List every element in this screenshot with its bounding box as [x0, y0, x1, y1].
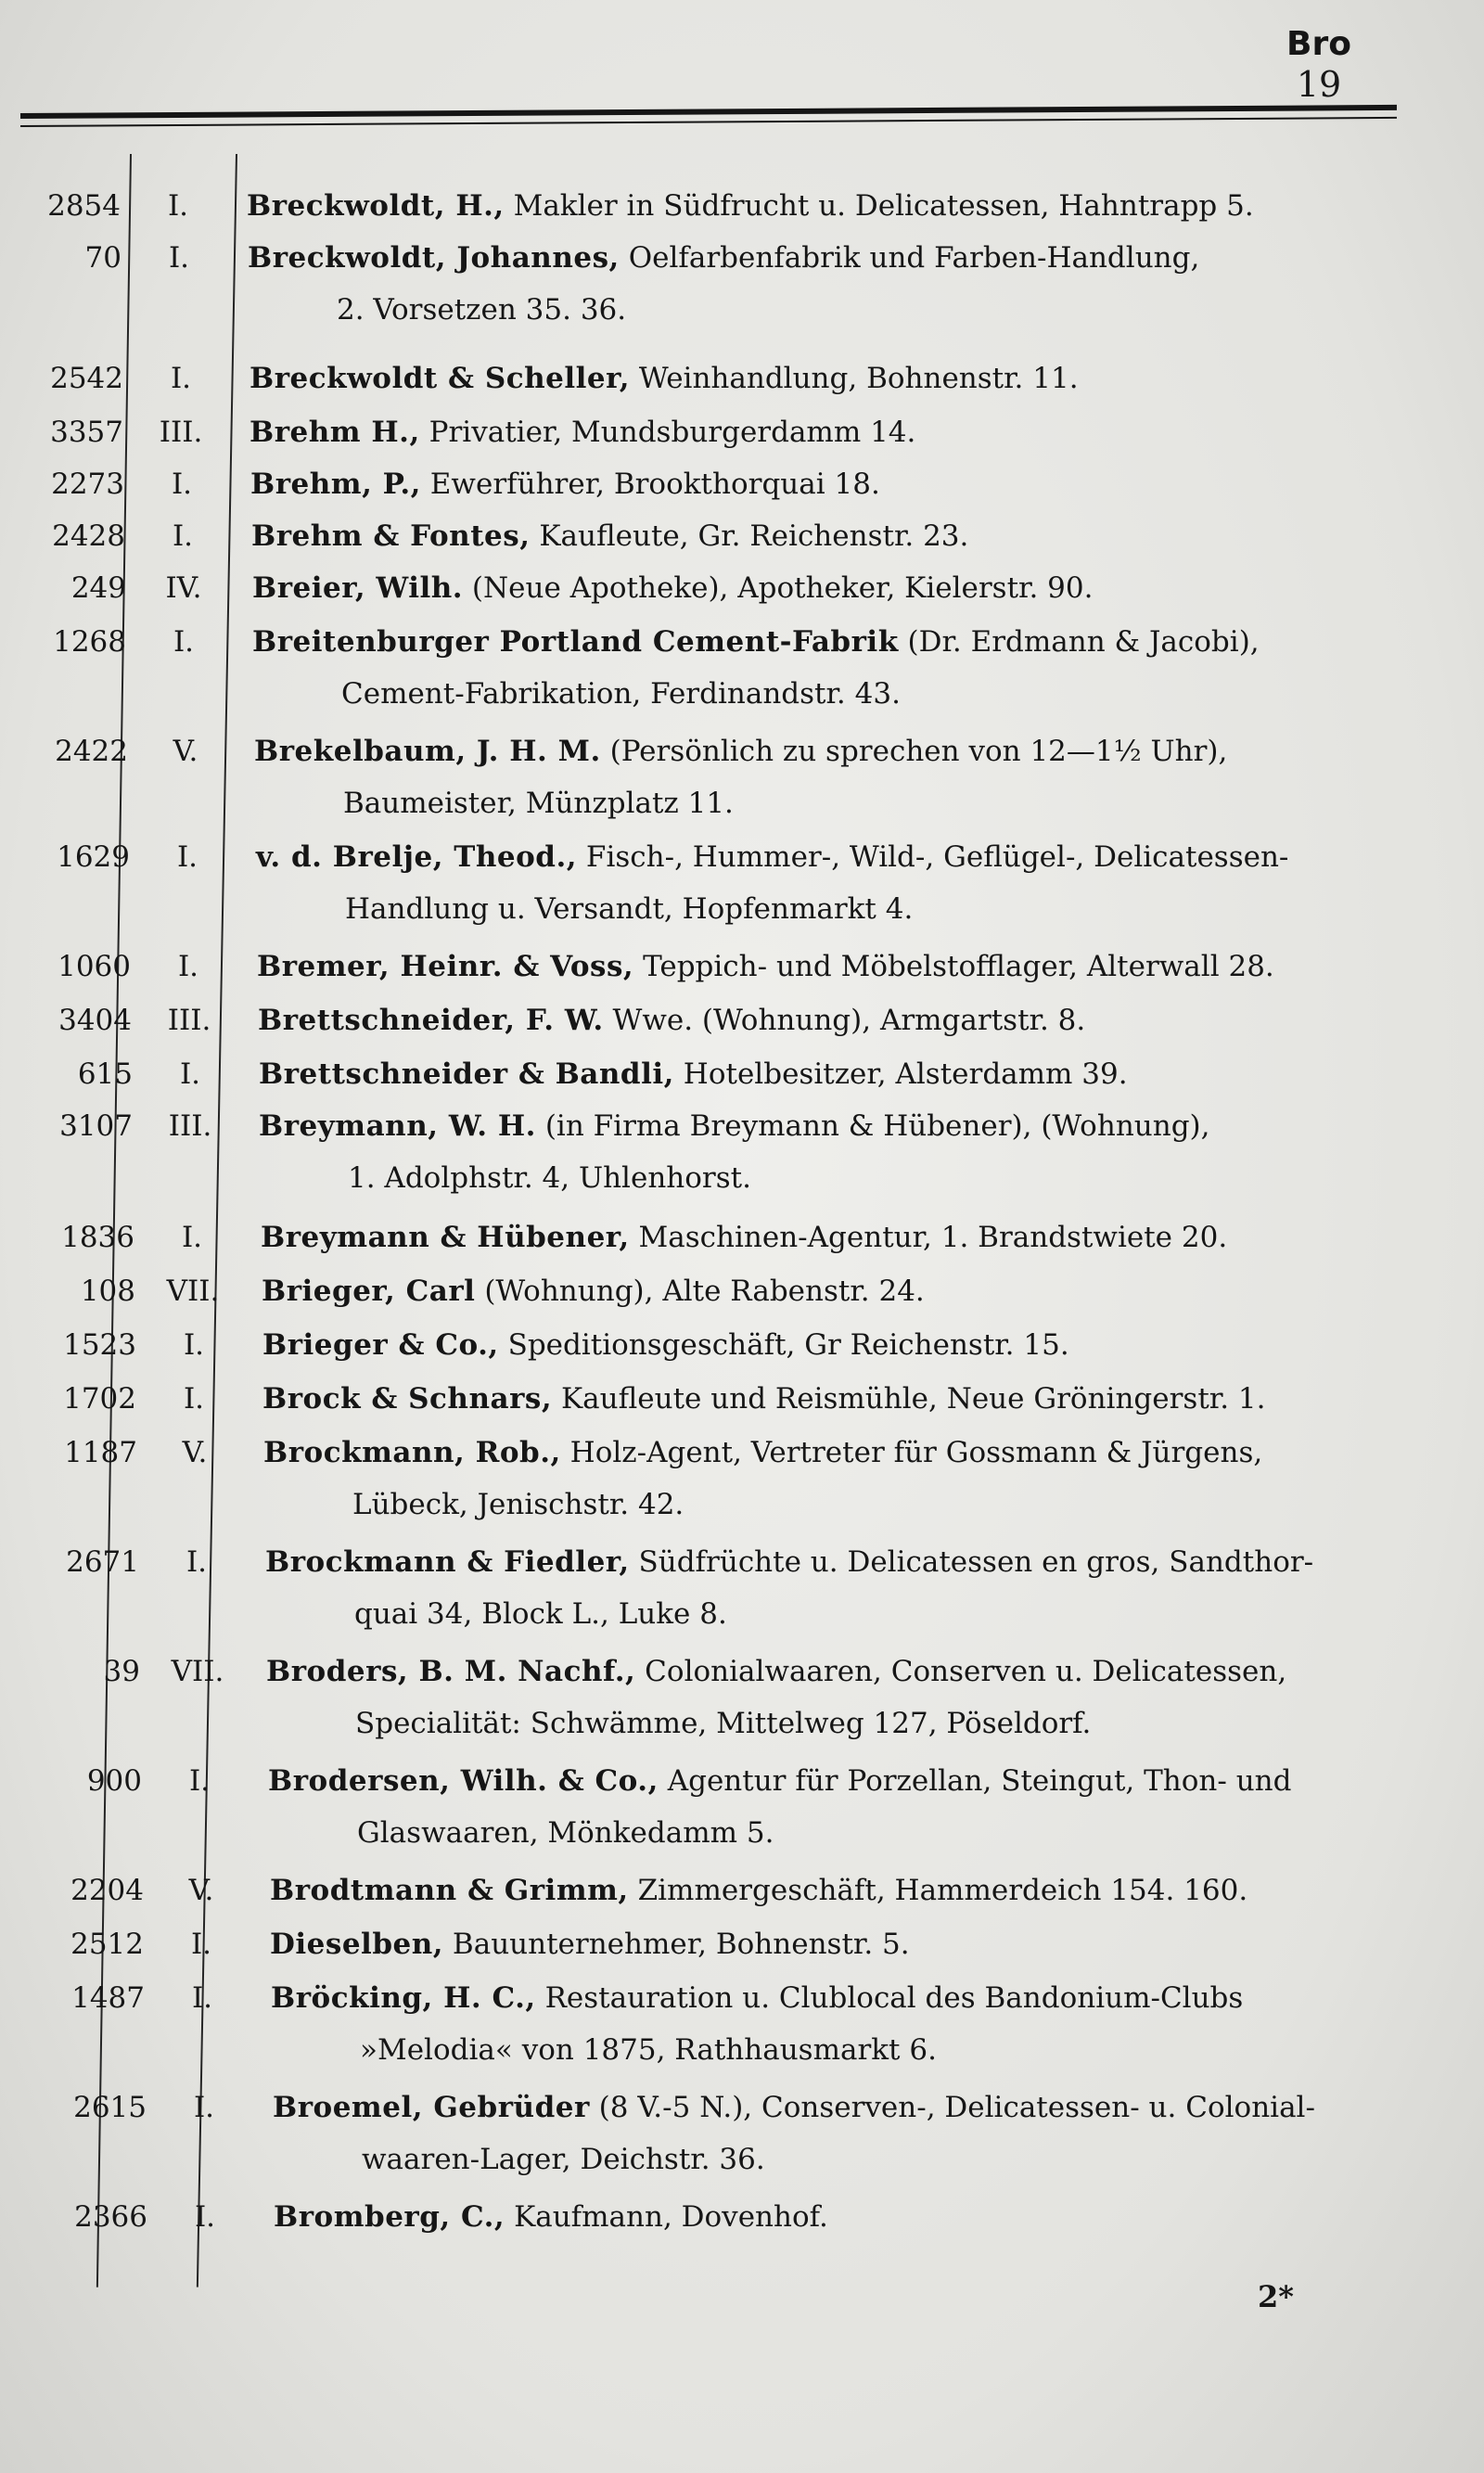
entry-class: I. [183, 1382, 205, 1416]
entry-text [252, 623, 1260, 660]
entry-name: Breymann, W. H. [259, 1109, 536, 1143]
entry-continuation: »Melodia« von 1875, Rathhausmarkt 6. [360, 2033, 937, 2067]
entry-text [256, 839, 1288, 876]
entry-class: I. [172, 519, 194, 553]
entry-description: Restauration u. Clublocal des Bandonium-Clubs [535, 1981, 1244, 2015]
entry-text [258, 1002, 1085, 1039]
entry-class: V. [188, 1874, 214, 1907]
entry-class: VII. [166, 1275, 220, 1308]
entry-description: (Persönlich zu sprechen von 12—1½ Uhr), [600, 735, 1228, 768]
entry-continuation: Handlung u. Versandt, Hopfenmarkt 4. [345, 892, 914, 926]
signature-mark: 2* [1258, 2279, 1294, 2314]
entry-text [257, 948, 1274, 985]
entry-text [250, 466, 880, 503]
entry-description: Hotelbesitzer, Alsterdamm 39. [673, 1057, 1128, 1091]
entry-text [248, 239, 1199, 276]
entry-name: Brodtmann & Grimm, [270, 1874, 629, 1907]
entry-number: 2512 [70, 1928, 144, 1961]
entry-text [262, 1273, 925, 1310]
entry-text [268, 1762, 1291, 1800]
entry-number: 2273 [51, 468, 124, 501]
entry-class: I. [173, 625, 195, 659]
entry-number: 39 [103, 1655, 140, 1688]
entry-number: 2422 [55, 735, 128, 768]
entry-name: Breier, Wilh. [252, 571, 464, 605]
entry-description: Kaufmann, Dovenhof. [505, 2200, 828, 2234]
entry-class: I. [181, 1221, 203, 1254]
entry-class: V. [182, 1436, 208, 1469]
entry-class: IV. [165, 571, 202, 605]
entry-number: 1268 [53, 625, 126, 659]
entry-number: 1523 [63, 1328, 136, 1362]
entry-class: III. [168, 1109, 212, 1143]
entry-name: Breckwoldt, H., [247, 189, 505, 223]
entry-number: 1629 [57, 840, 130, 874]
entry-name: Brieger & Co., [262, 1328, 499, 1362]
entry-description: (in Firma Breymann & Hübener), (Wohnung), [535, 1109, 1210, 1143]
entry-number: 1487 [71, 1981, 145, 2015]
entry-description: Colonialwaaren, Conserven u. Delicatessen, [635, 1655, 1287, 1688]
entry-text [259, 1056, 1128, 1093]
entry-number: 3357 [50, 416, 123, 449]
entry-name: Bremer, Heinr. & Voss, [257, 950, 634, 983]
entry-class: I. [194, 2200, 216, 2234]
header-rule-thick [20, 105, 1397, 119]
entry-class: I. [177, 950, 199, 983]
entry-class: I. [179, 1057, 201, 1091]
entry-number: 3107 [59, 1109, 133, 1143]
entry-class: I. [170, 362, 192, 395]
page-number: 19 [1296, 64, 1342, 105]
entry-name: Brockmann & Fiedler, [265, 1545, 630, 1579]
entry-text [266, 1653, 1286, 1690]
entry-number: 1060 [58, 950, 131, 983]
entry-text [249, 360, 1079, 397]
entry-text [261, 1219, 1227, 1256]
entry-text [262, 1326, 1069, 1364]
entry-text [263, 1434, 1262, 1471]
entry-description: (Dr. Erdmann & Jacobi), [898, 625, 1260, 659]
entry-class: III. [167, 1004, 211, 1037]
entry-number: 2204 [70, 1874, 144, 1907]
entry-text [254, 733, 1227, 770]
entry-text [262, 1380, 1266, 1417]
entry-text [249, 414, 915, 451]
entry-text [273, 2089, 1315, 2126]
entry-continuation: Glaswaaren, Mönkedamm 5. [357, 1816, 774, 1850]
entry-name: Brettschneider & Bandli, [259, 1057, 674, 1091]
entry-number: 2615 [73, 2091, 147, 2124]
entry-text [270, 1872, 1247, 1909]
entry-text [252, 570, 1093, 607]
entry-description: Südfrüchte u. Delicatessen en gros, Sandthor- [629, 1545, 1314, 1579]
entry-number: 2428 [52, 519, 125, 553]
entry-continuation: 1. Adolphstr. 4, Uhlenhorst. [348, 1161, 751, 1195]
entry-name: Brekelbaum, J. H. M. [254, 735, 601, 768]
entry-name: Brieger, Carl [262, 1275, 476, 1308]
entry-number: 1187 [64, 1436, 137, 1469]
entry-description: (8 V.-5 N.), Conserven-, Delicatessen- u. Colonial- [589, 2091, 1315, 2124]
entry-continuation: waaren-Lager, Deichstr. 36. [362, 2143, 765, 2176]
header-key: Bro [1286, 25, 1351, 63]
entry-description: Zimmergeschäft, Hammerdeich 154. 160. [628, 1874, 1248, 1907]
entry-name: Brock & Schnars, [262, 1382, 553, 1416]
entry-name: Brodersen, Wilh. & Co., [268, 1764, 659, 1798]
entry-class: VII. [171, 1655, 224, 1688]
entry-name: Breymann & Hübener, [261, 1221, 630, 1254]
entry-description: Privatier, Mundsburgerdamm 14. [419, 416, 916, 449]
entry-number: 2542 [50, 362, 123, 395]
entry-description: Maschinen-Agentur, 1. Brandstwiete 20. [629, 1221, 1228, 1254]
entry-class: I. [188, 1764, 211, 1798]
entry-description: Speditionsgeschäft, Gr Reichenstr. 15. [498, 1328, 1069, 1362]
entry-text [259, 1108, 1210, 1145]
entry-description: Fisch-, Hummer-, Wild-, Geflügel-, Delicatessen- [577, 840, 1289, 874]
entry-number: 1836 [61, 1221, 134, 1254]
entry-number: 900 [86, 1764, 142, 1798]
entry-description: (Wohnung), Alte Rabenstr. 24. [475, 1275, 925, 1308]
entry-name: Dieselben, [270, 1928, 444, 1961]
entry-number: 249 [70, 571, 126, 605]
entry-name: Breckwoldt, Johannes, [248, 241, 620, 275]
entry-description: Teppich- und Möbelstofflager, Alterwall 28. [633, 950, 1274, 983]
entry-description: Kaufleute und Reismühle, Neue Gröningerstr. 1. [552, 1382, 1266, 1416]
entry-text [270, 1926, 910, 1963]
entry-number: 1702 [63, 1382, 136, 1416]
entry-name: Brettschneider, F. W. [258, 1004, 604, 1037]
entry-class: I. [171, 468, 193, 501]
entry-class: I. [183, 1328, 205, 1362]
entry-text [251, 518, 968, 555]
entry-description: Makler in Südfrucht u. Delicatessen, Hahntrapp 5. [504, 189, 1254, 223]
entry-description: Weinhandlung, Bohnenstr. 11. [630, 362, 1079, 395]
entry-name: Brehm, P., [250, 468, 421, 501]
entry-number: 3404 [58, 1004, 132, 1037]
entry-description: Oelfarbenfabrik und Farben-Handlung, [619, 241, 1200, 275]
header-rule-thin [20, 117, 1397, 127]
entry-class: I. [168, 241, 190, 275]
entry-class: I. [191, 1981, 213, 2015]
entry-name: Brehm H., [249, 416, 420, 449]
entry-class: V. [173, 735, 198, 768]
entry-description: Holz-Agent, Vertreter für Gossmann & Jürgens, [560, 1436, 1263, 1469]
entry-class: I. [186, 1545, 208, 1579]
entry-text [271, 1980, 1243, 2017]
entry-number: 2854 [47, 189, 121, 223]
entry-continuation: Lübeck, Jenischstr. 42. [352, 1488, 684, 1521]
entry-description: Kaufleute, Gr. Reichenstr. 23. [530, 519, 969, 553]
entry-number: 2366 [74, 2200, 147, 2234]
entry-class: III. [159, 416, 203, 449]
entry-name: Brehm & Fontes, [251, 519, 531, 553]
entry-text [274, 2198, 828, 2236]
entry-number: 615 [77, 1057, 133, 1091]
entry-number: 70 [84, 241, 122, 275]
entry-description: Wwe. (Wohnung), Armgartstr. 8. [603, 1004, 1086, 1037]
entry-continuation: Specialität: Schwämme, Mittelweg 127, Pöseldorf. [355, 1707, 1092, 1740]
entry-text [247, 187, 1254, 224]
entry-class: I. [190, 1928, 212, 1961]
entry-number: 108 [80, 1275, 135, 1308]
entry-name: Breitenburger Portland Cement-Fabrik [252, 625, 899, 659]
entry-continuation: 2. Vorsetzen 35. 36. [337, 293, 627, 327]
entry-name: Breckwoldt & Scheller, [249, 362, 630, 395]
entry-class: I. [176, 840, 198, 874]
entry-number: 2671 [66, 1545, 139, 1579]
entry-description: Agentur für Porzellan, Steingut, Thon- und [658, 1764, 1292, 1798]
entry-name: Brockmann, Rob., [263, 1436, 561, 1469]
entry-name: Bröcking, H. C., [271, 1981, 536, 2015]
entry-continuation: Cement-Fabrikation, Ferdinandstr. 43. [341, 677, 901, 711]
entry-continuation: quai 34, Block L., Luke 8. [354, 1597, 727, 1631]
entry-description: Ewerführer, Brookthorquai 18. [420, 468, 880, 501]
entry-name: Bromberg, C., [274, 2200, 505, 2234]
entry-name: Broemel, Gebrüder [273, 2091, 590, 2124]
entry-description: (Neue Apotheke), Apotheker, Kielerstr. 90. [463, 571, 1094, 605]
entry-name: Broders, B. M. Nachf., [266, 1655, 636, 1688]
entry-continuation: Baumeister, Münzplatz 11. [343, 787, 734, 820]
entry-class: I. [167, 189, 189, 223]
entry-text [265, 1544, 1313, 1581]
entry-description: Bauunternehmer, Bohnenstr. 5. [443, 1928, 910, 1961]
entry-name: v. d. Brelje, Theod., [256, 840, 578, 874]
entry-class: I. [193, 2091, 215, 2124]
